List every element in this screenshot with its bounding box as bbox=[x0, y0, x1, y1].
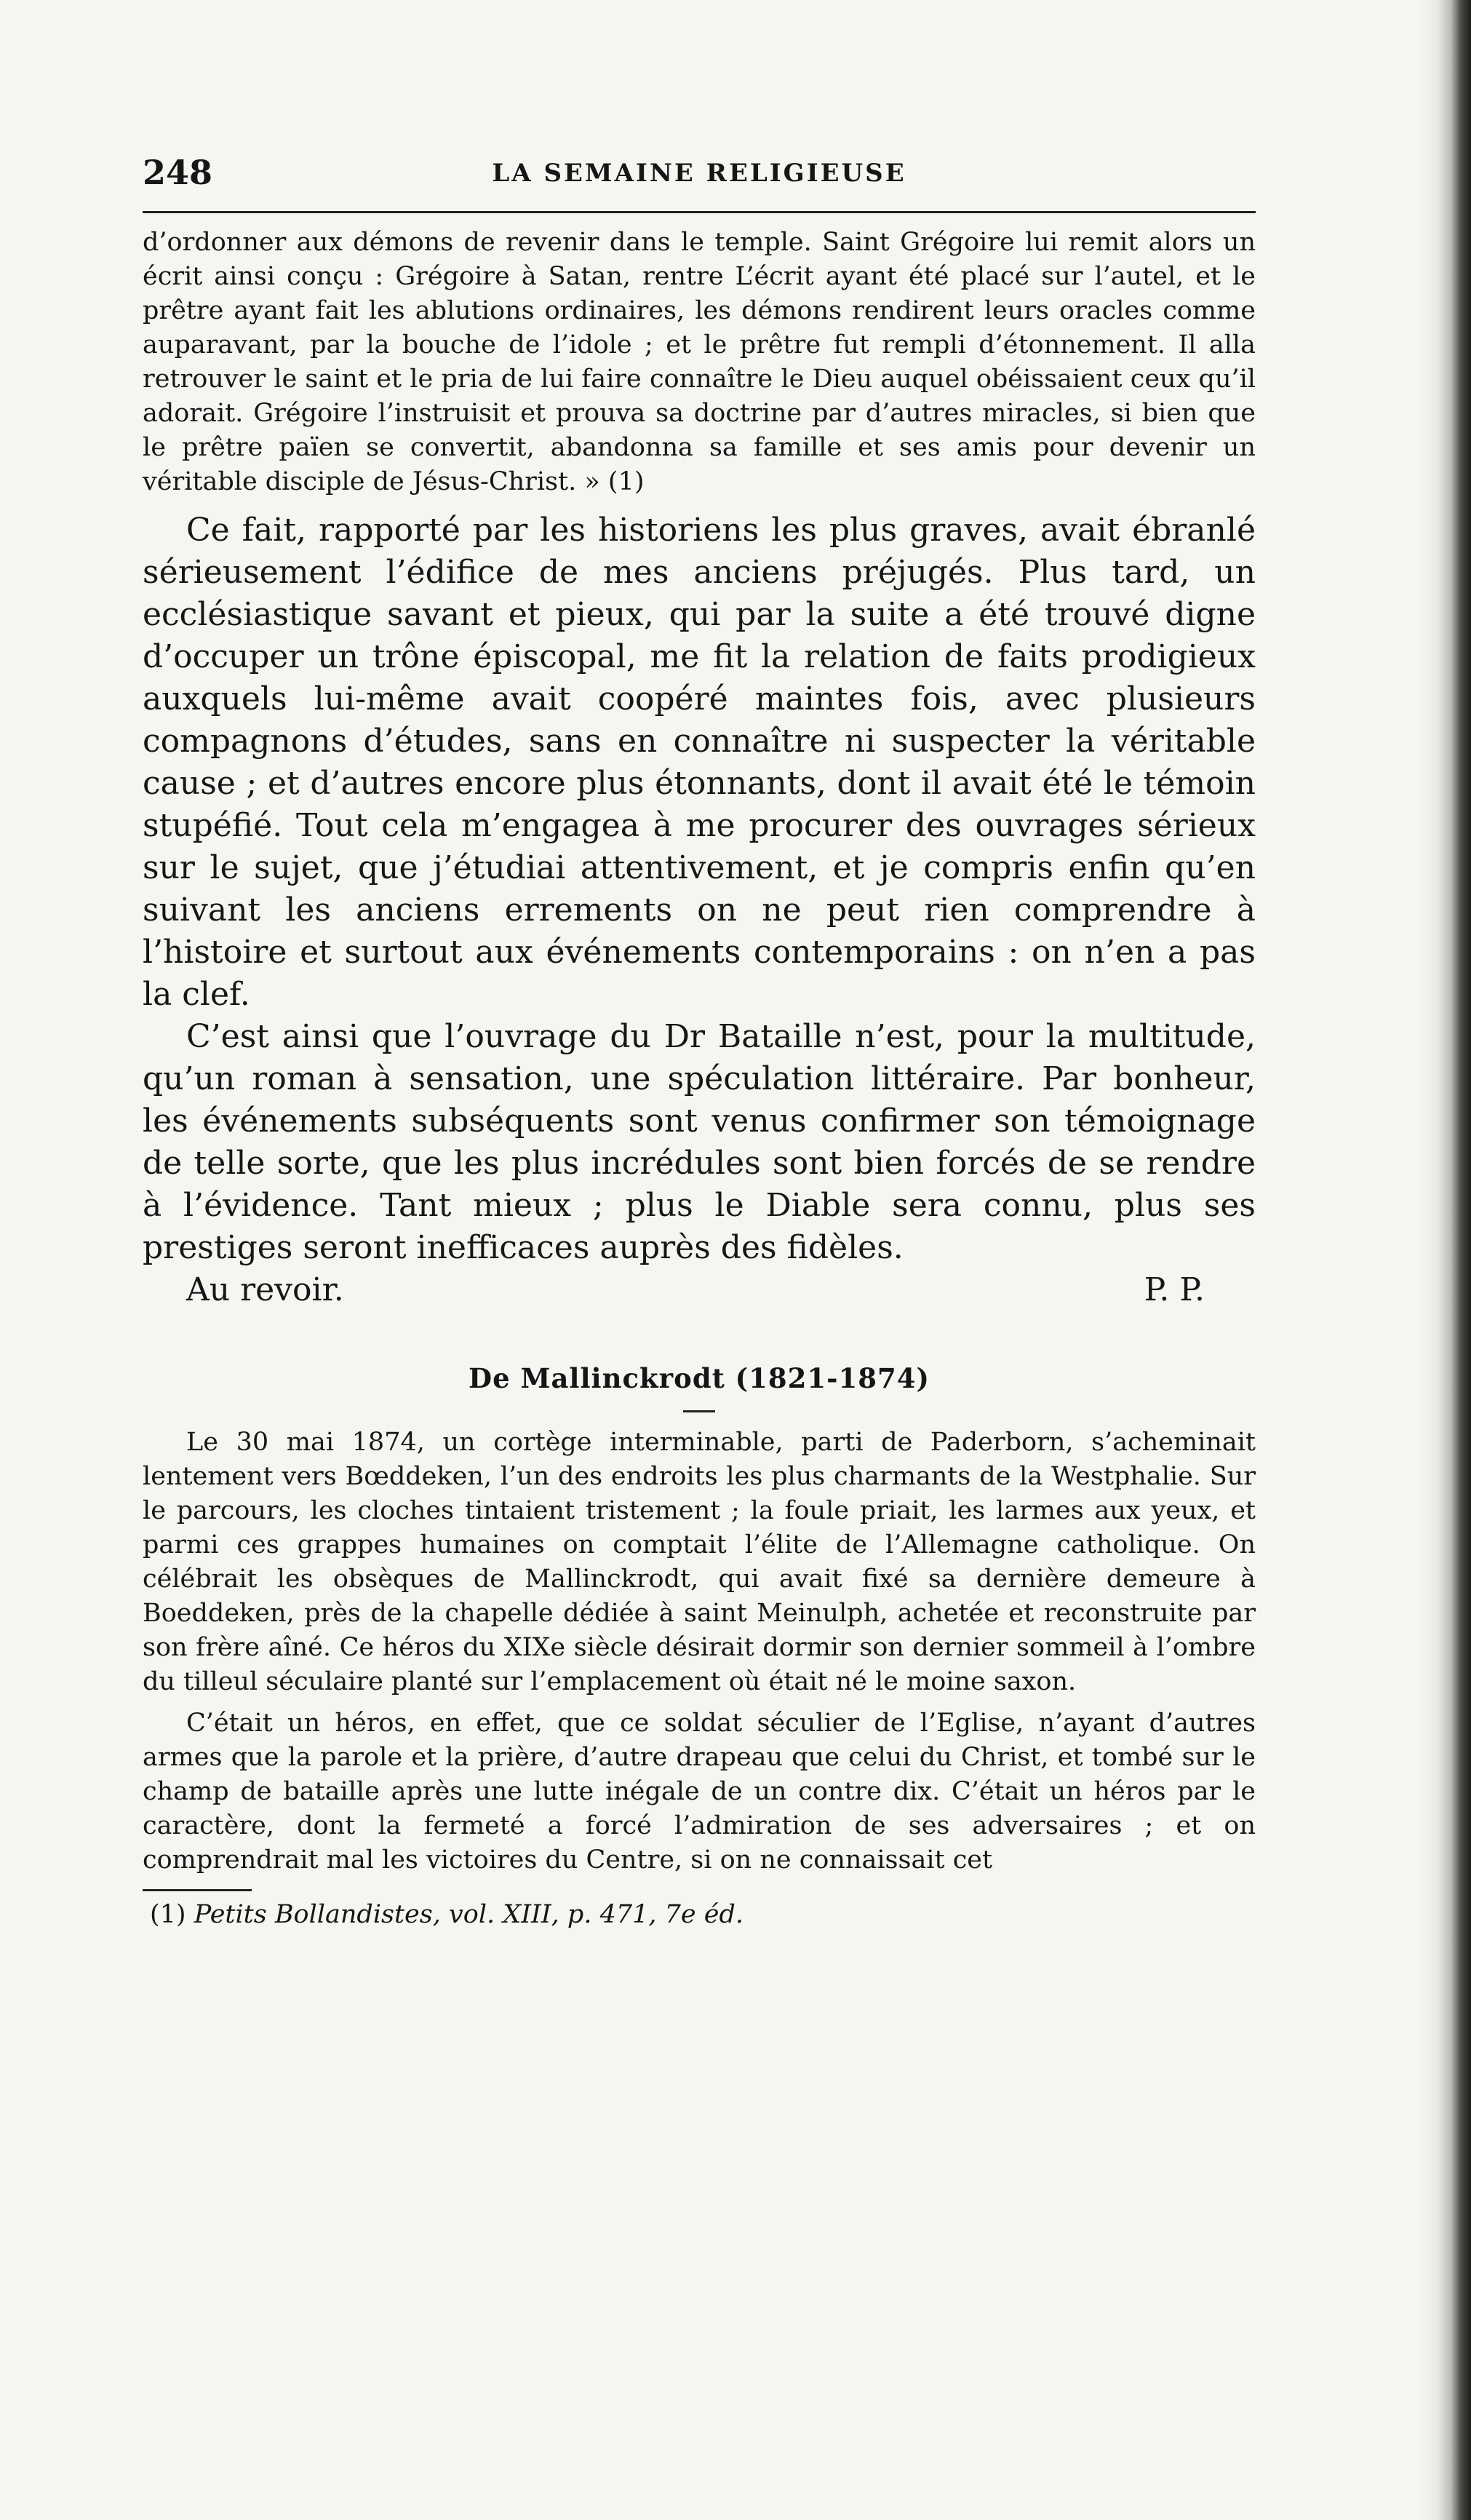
footnote bbox=[143, 1899, 1256, 1931]
signoff bbox=[143, 1269, 1256, 1311]
footnote-source: Petits Bollandistes, bbox=[194, 1900, 441, 1929]
running-title: LA SEMAINE RELIGIEUSE bbox=[492, 159, 906, 188]
body-paragraph-3: C’est ainsi que l’ouvrage du Dr Bataille n’est, pour la multitude, qu’un roman à sensation, une spéculation littéraire. Par bonheur, les événements subséquents sont venus confirmer son témoignage de telle sorte, que les plus incrédules sont bien forcés de se rendre à l’évidence. Tant mieux ; plus le Diable sera connu, plus ses prestiges seront inefficaces auprès des fidèles. bbox=[143, 1018, 1256, 1266]
footnote-marker: (1) bbox=[150, 1900, 186, 1929]
page-number: 248 bbox=[143, 153, 213, 192]
quote-paragraph: d’ordonner aux démons de revenir dans le temple. Saint Grégoire lui remit alors un écrit ainsi conçu : Grégoire à Satan, rentre L’écrit ayant été placé sur l’autel, et le prêtre ayant fait les ablutions ordinaires, les démons rendirent leurs oracles comme auparavant, par la bouche de l’idole ; et le prêtre fut rempli d’étonnement. Il alla retrouver le saint et le pria de lui faire connaître le Dieu auquel obéissaient ceux qu’il adorait. Grégoire l’instruisit et prouva sa doctrine par d’autres miracles, si bien que le prêtre païen se convertit, abandonna sa famille et ses amis pour devenir un véritable disciple de Jésus-Christ. » (1) bbox=[143, 228, 1256, 496]
page-content bbox=[143, 226, 1256, 1931]
footnote-rule bbox=[143, 1889, 252, 1891]
body-paragraph-2: Ce fait, rapporté par les historiens les plus graves, avait ébranlé sérieusement l’édifice de mes anciens préjugés. Plus tard, un ecclésiastique savant et pieux, qui par la suite a été trouvé digne d’occuper un trône épiscopal, me fit la relation de faits prodigieux auxquels lui-même avait coopéré maintes fois, avec plusieurs compagnons d’études, sans en connaître ni suspecter la véritable cause ; et d’autres encore plus étonnants, dont il avait été le témoin stupéfié. Tout cela m’engagea à me procurer des ouvrages sérieux sur le sujet, que j’étudiai attentivement, et je compris enfin qu’en suivant les anciens errements on ne peut rien comprendre à l’histoire et surtout aux événements contemporains : on n’en a pas la clef. bbox=[143, 512, 1256, 1013]
closing-text: Au revoir. bbox=[186, 1271, 344, 1308]
section-rule bbox=[683, 1410, 715, 1412]
signature: P. P. bbox=[1144, 1271, 1205, 1308]
section-paragraph-2: C’était un héros, en effet, que ce soldat séculier de l’Eglise, n’ayant d’autres armes que la parole et la prière, d’autre drapeau que celui du Christ, et tombé sur le champ de bataille après une lutte inégale de un contre dix. C’était un héros par le caractère, dont la fermeté a forcé l’admiration de ses adversaires ; et on comprendrait mal les victoires du Centre, si on ne connaissait cet bbox=[143, 1709, 1256, 1875]
page-edge-shadow bbox=[1420, 0, 1471, 2520]
section-title: De Mallinckrodt (1821-1874) bbox=[468, 1362, 930, 1394]
footnote-volume: vol. XIII, p. 471, 7e éd. bbox=[448, 1900, 744, 1929]
page-header bbox=[143, 153, 1256, 196]
header-rule bbox=[143, 211, 1256, 213]
section-paragraph-1: Le 30 mai 1874, un cortège interminable, parti de Paderborn, s’acheminait lentement vers Bœddeken, l’un des endroits les plus charmants de la Westphalie. Sur le parcours, les cloches tintaient tristement ; la foule priait, les larmes aux yeux, et parmi ces grappes humaines on comptait l’élite de l’Allemagne catholique. On célébrait les obsèques de Mallinckrodt, qui avait fixé sa dernière demeure à Boeddeken, près de la chapelle dédiée à saint Meinulph, achetée et reconstruite par son frère aîné. Ce héros du XIXe siècle désirait dormir son dernier sommeil à l’ombre du tilleul séculaire planté sur l’emplacement où était né le moine saxon. bbox=[143, 1428, 1256, 1696]
